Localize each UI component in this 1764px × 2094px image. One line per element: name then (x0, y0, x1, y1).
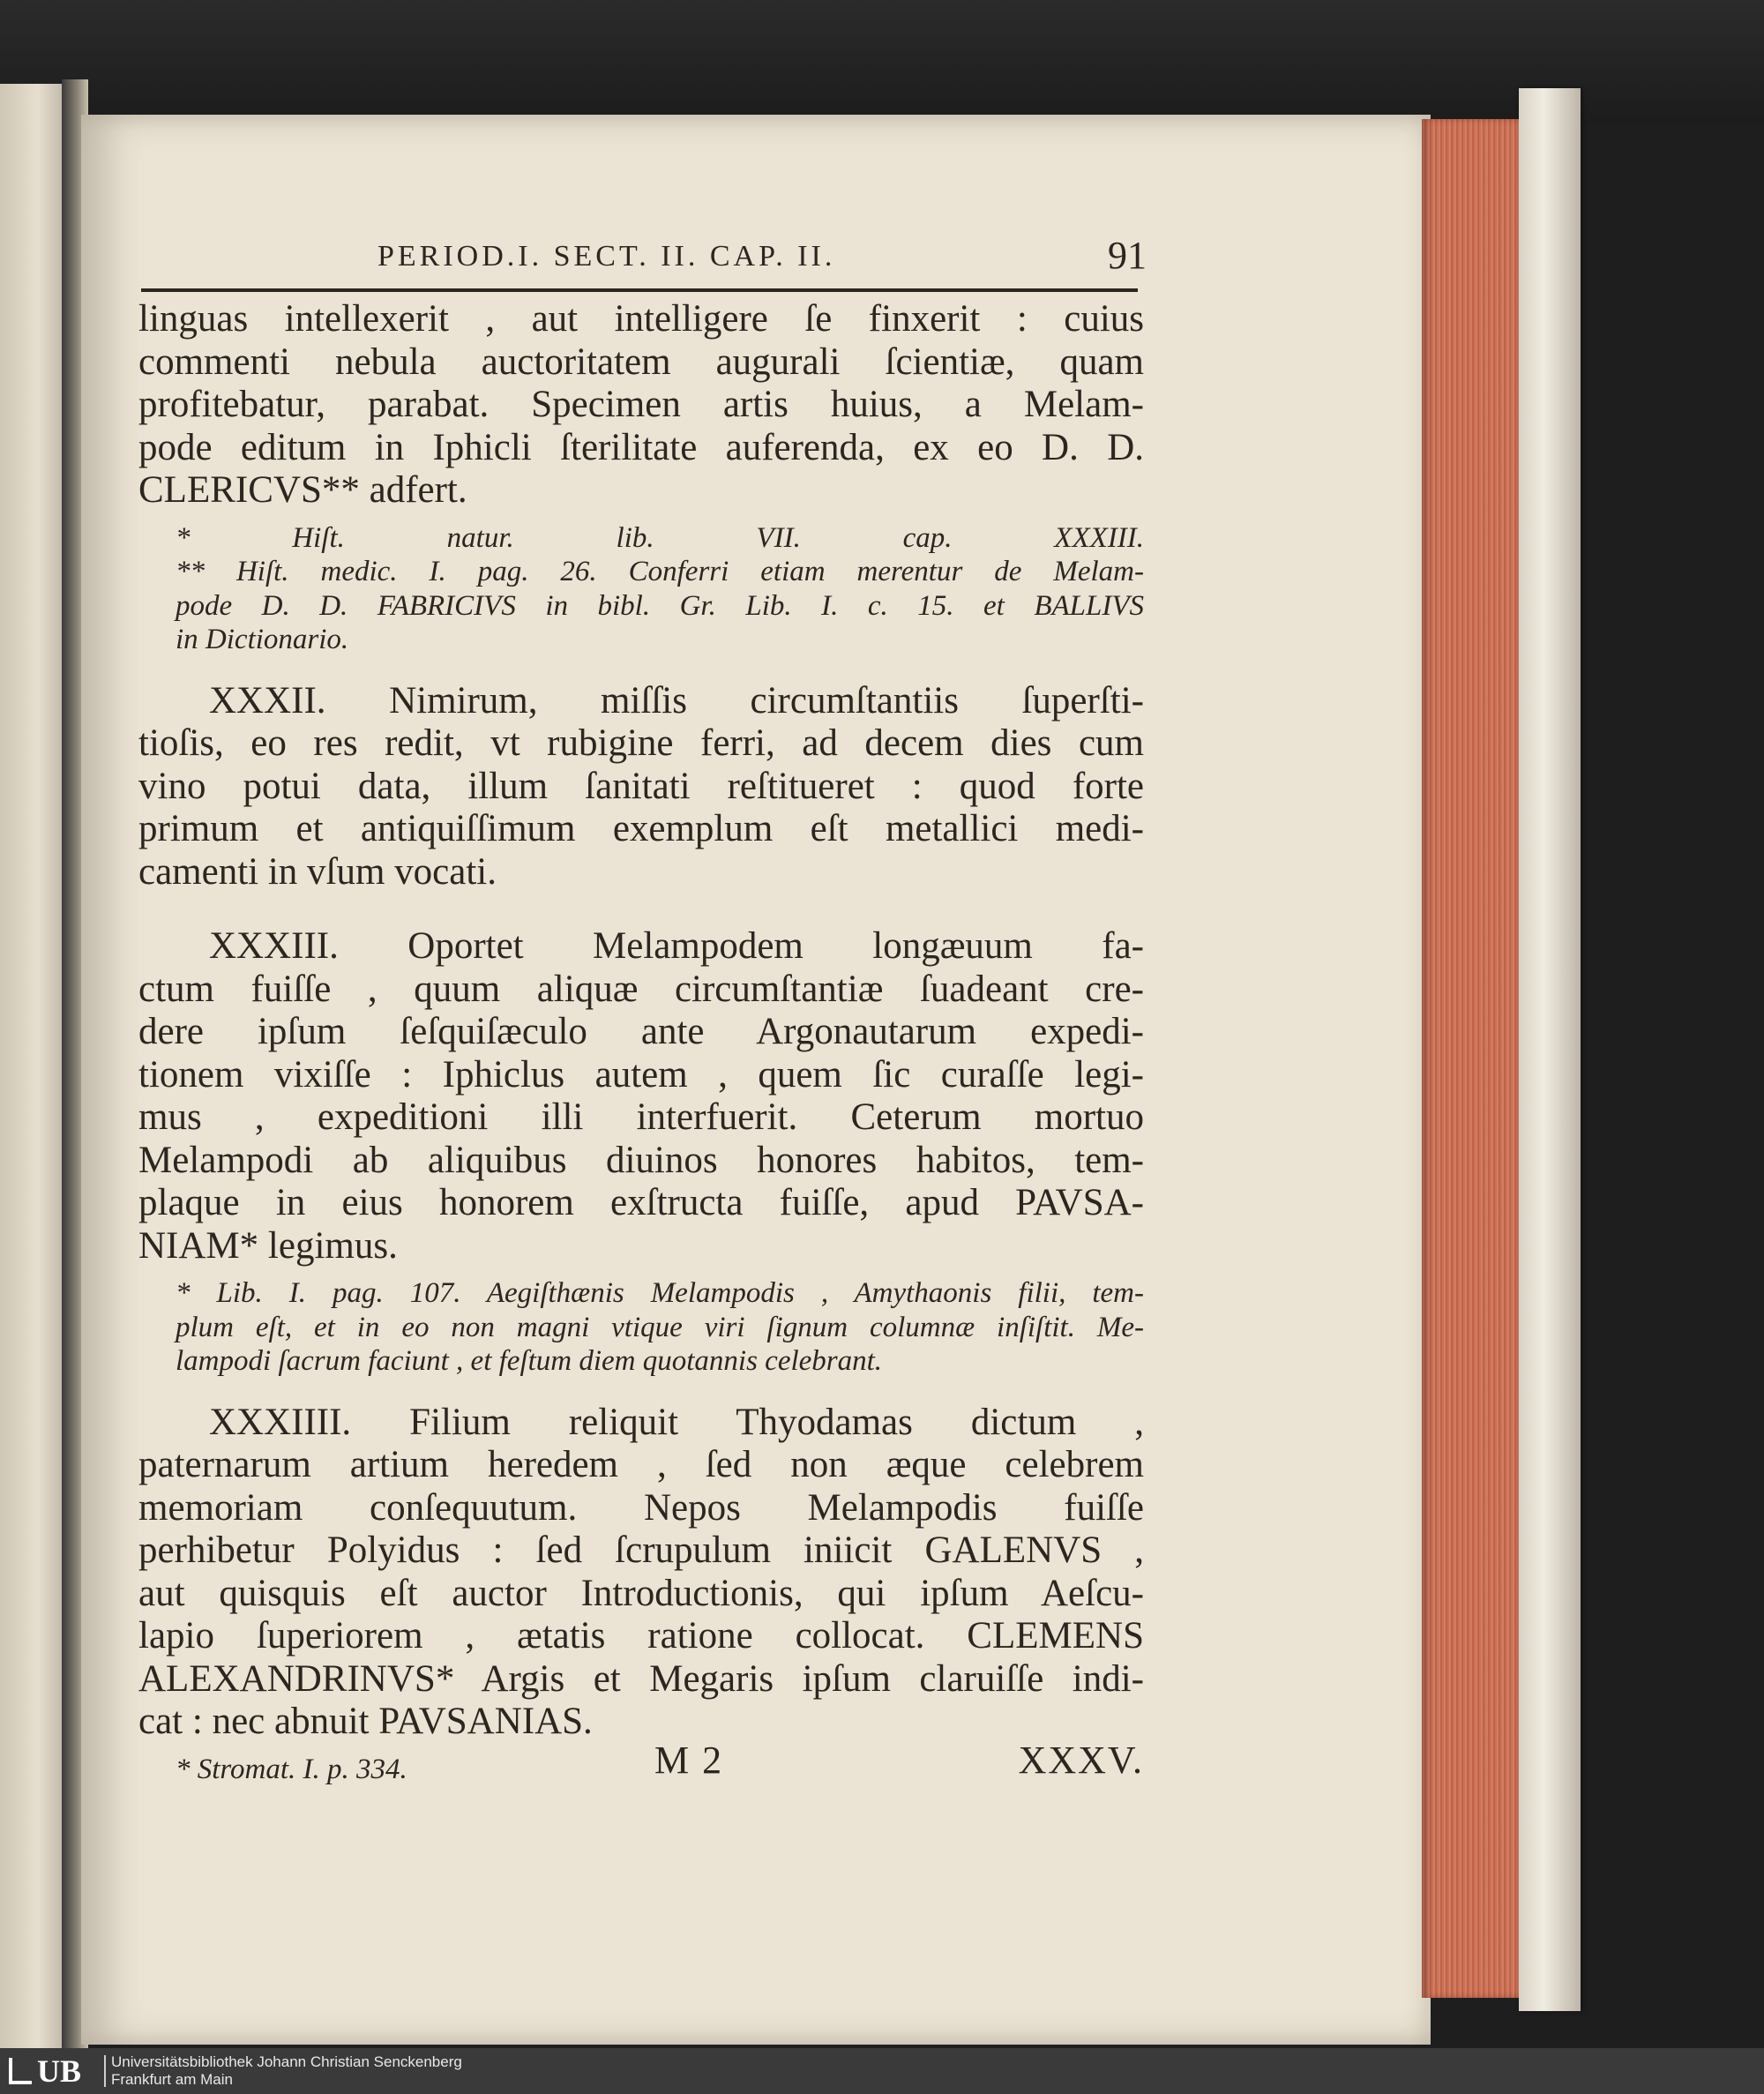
footer-institution-city: Frankfurt am Main (111, 2071, 233, 2088)
text-line: profitebatur, parabat. Specimen artis huius, a Melam- (138, 384, 1144, 425)
page-fore-edge (1422, 119, 1526, 1998)
text-line: primum et antiquiſſimum exemplum eſt metallici medi- (138, 808, 1144, 849)
scanner-background (0, 0, 1764, 123)
text-line: pode editum in Iphicli ſterilitate auferenda, ex eo D. D. (138, 426, 1144, 468)
footnote-line: lampodi ſacrum faciunt , et feſtum diem quotannis celebrant. (176, 1345, 883, 1377)
library-logo-text: UB (37, 2053, 82, 2089)
text-line: lapio ſuperiorem , ætatis ratione collocat. CLEMENS (138, 1615, 1144, 1657)
footnote-line: * Hiſt. natur. lib. VII. cap. XXXIII. (176, 521, 1144, 554)
text-line: CLERICVS** adfert. (138, 469, 467, 511)
text-line: tioſis, eo res redit, vt rubigine ferri, ad decem dies cum (138, 722, 1144, 764)
text-line: linguas intellexerit , aut intelligere ſe finxerit : cuius (138, 298, 1144, 340)
text-line: ALEXANDRINVS* Argis et Megaris ipſum claruiſſe indi- (138, 1657, 1144, 1700)
footer-bar (0, 2048, 1764, 2094)
text-line: dere ipſum ſeſquiſæculo ante Argonautarum expedi- (138, 1011, 1144, 1052)
footer-institution-name: Universitätsbibliothek Johann Christian Senckenberg (111, 2053, 462, 2070)
page-body (138, 298, 1144, 1786)
footnote-line: * Stromat. I. p. 334. (176, 1753, 407, 1785)
text-line: ctum fuiſſe , quum aliquæ circumſtantiæ ſuadeant cre- (138, 968, 1144, 1010)
text-line: XXXIIII. Filium reliquit Thyodamas dictum , (209, 1401, 1144, 1443)
footnote-line: * Lib. I. pag. 107. Aegiſthænis Melampodis , Amythaonis filii, tem- (176, 1277, 1144, 1309)
text-line: perhibetur Polyidus : ſed ſcrupulum iniicit GALENVS , (138, 1529, 1144, 1571)
text-line: aut quisquis eſt auctor Introductionis, qui ipſum Aeſcu- (138, 1572, 1144, 1614)
library-logo[interactable] (9, 2053, 101, 2089)
paragraph (138, 680, 1144, 894)
paragraph (138, 1402, 1144, 1744)
book-cover-edge (1519, 88, 1581, 2011)
paragraph (138, 925, 1144, 1268)
text-line: XXXIII. Oportet Melampodem longæuum fa- (209, 925, 1144, 967)
footnote-line: in Dictionario. (176, 624, 349, 655)
page-number: 91 (1108, 234, 1147, 277)
signature-mark: M 2 (654, 1739, 724, 1782)
page-catchline (138, 1738, 1144, 1791)
footnote-block (138, 521, 1144, 657)
library-logo-icon (9, 2058, 32, 2084)
text-line: NIAM* legimus. (138, 1224, 398, 1267)
footer-divider (104, 2055, 106, 2087)
footnote-line: ** Hiſt. medic. I. pag. 26. Conferri etiam merentur de Melam- (176, 556, 1144, 587)
text-line: vino potui data, illum ſanitati reſtitueret : quod forte (138, 765, 1144, 807)
text-line: XXXII. Nimirum, miſſis circumſtantiis ſuperſti- (209, 679, 1144, 722)
text-line: tionem vixiſſe : Iphiclus autem , quem ſic curaſſe legi- (138, 1053, 1144, 1096)
text-line: memoriam conſequutum. Nepos Melampodis fuiſſe (138, 1486, 1144, 1529)
text-line: plaque in eius honorem exſtructa fuiſſe, apud PAVSA- (138, 1182, 1144, 1223)
footer-credit (111, 2053, 462, 2089)
text-line: mus , expeditioni illi interfuerit. Ceterum mortuo (138, 1096, 1144, 1138)
page-header (141, 234, 1147, 284)
header-rule (141, 288, 1138, 292)
text-line: commenti nebula auctoritatem augurali ſcientiæ, quam (138, 340, 1144, 383)
catchword: XXXV. (1018, 1739, 1144, 1782)
footnote-block (138, 1276, 1144, 1379)
text-line: paternarum artium heredem , ſed non æque celebrem (138, 1444, 1144, 1485)
footnote-line: pode D. D. FABRICIVS in bibl. Gr. Lib. I. c. 15. et BALLIVS (176, 589, 1144, 622)
running-head: PERIOD.I. SECT. II. CAP. II. (377, 240, 836, 273)
text-line: camenti in vſum vocati. (138, 850, 497, 893)
footnote-line: plum eſt, et in eo non magni vtique viri ſignum columnæ inſiſtit. Me- (176, 1311, 1144, 1343)
text-line: Melampodi ab aliquibus diuinos honores habitos, tem- (138, 1139, 1144, 1181)
text-line: cat : nec abnuit PAVSANIAS. (138, 1701, 593, 1742)
facing-page-edge (0, 84, 69, 2051)
paragraph (138, 298, 1144, 512)
